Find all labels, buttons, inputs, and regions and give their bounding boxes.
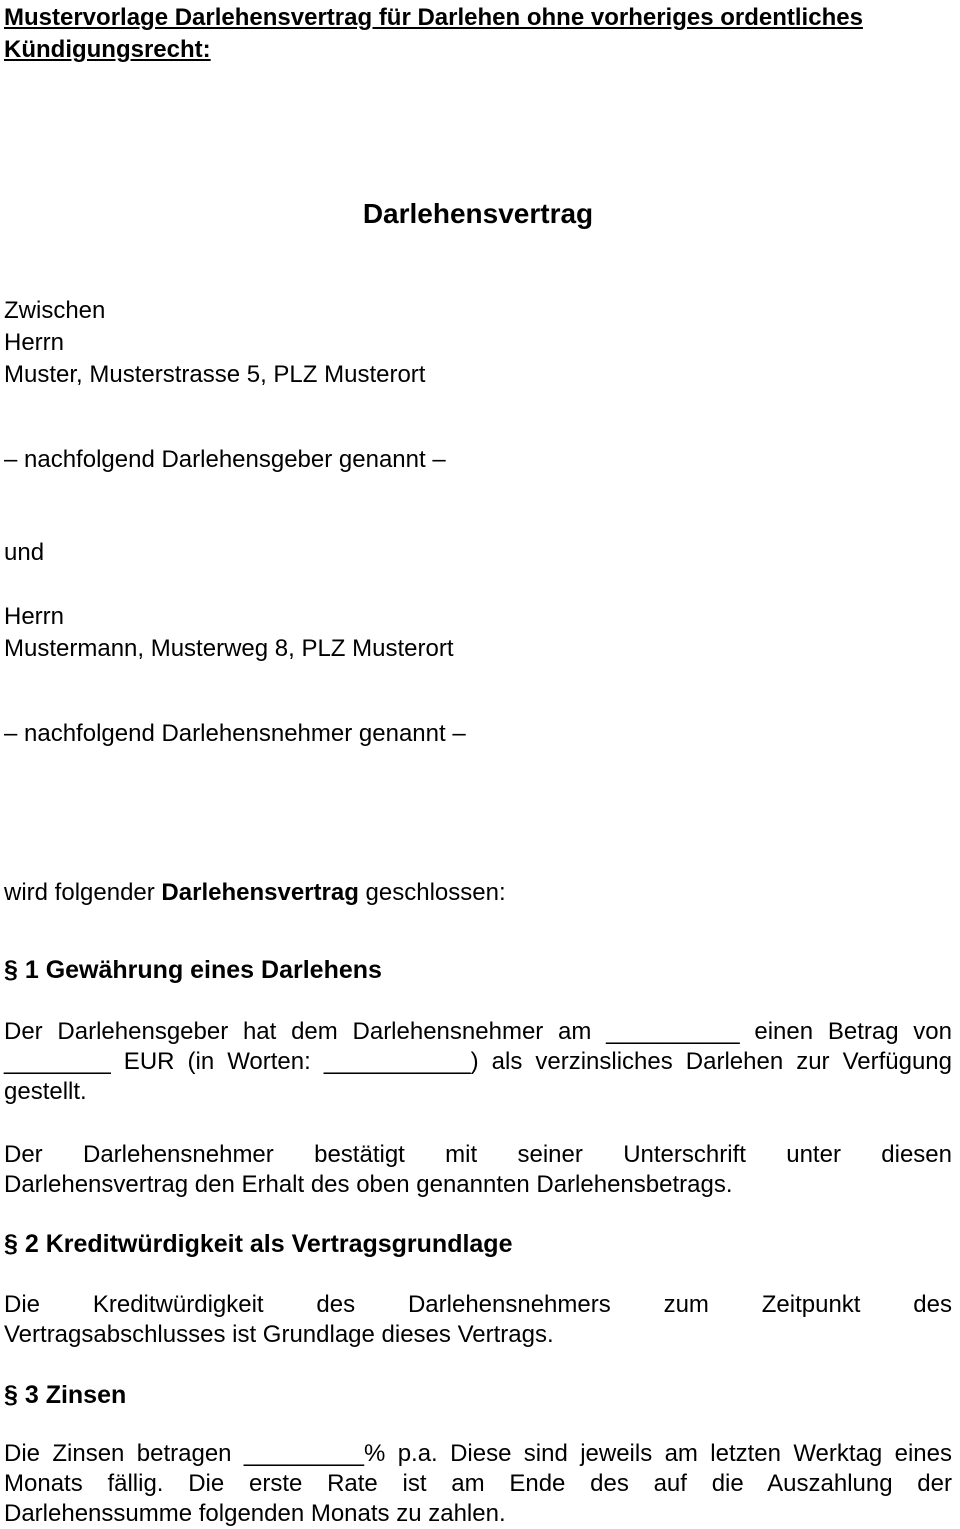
- conclusion-bold-text: Darlehensvertrag: [161, 879, 359, 906]
- conclusion-pre-text: wird folgender: [4, 879, 162, 906]
- borrower-salutation: Herrn: [4, 603, 65, 630]
- section-2-paragraph-1: [4, 1290, 952, 1350]
- paragraph-line: Die Kreditwürdigkeit des Darlehensnehmers zum Zeitpunkt des: [4, 1291, 952, 1318]
- borrower-party-block: [4, 601, 952, 665]
- document-title-line-1: Mustervorlage Darlehensvertrag für Darlehen ohne vorheriges ordentliches: [4, 4, 863, 31]
- lender-salutation: Herrn: [4, 329, 65, 356]
- lender-address: Muster, Musterstrasse 5, PLZ Musterort: [4, 361, 426, 388]
- borrower-address: Mustermann, Musterweg 8, PLZ Musterort: [4, 635, 454, 662]
- document-title-line-2: Kündigungsrecht:: [4, 36, 211, 63]
- section-1-paragraph-2: [4, 1140, 952, 1200]
- section-3-heading: § 3 Zinsen: [4, 1381, 127, 1409]
- paragraph-line: Darlehensvertrag den Erhalt des oben genannten Darlehensbetrags.: [4, 1171, 733, 1198]
- paragraph-line: Der Darlehensnehmer bestätigt mit seiner Unterschrift unter diesen: [4, 1141, 952, 1168]
- section-3-paragraph-1: [4, 1439, 952, 1529]
- parties-conjunction: und: [4, 539, 45, 566]
- conclusion-post-text: geschlossen:: [358, 879, 506, 906]
- paragraph-line: Darlehenssumme folgenden Monats zu zahlen.: [4, 1500, 506, 1527]
- paragraph-line: gestellt.: [4, 1078, 87, 1105]
- contract-heading: Darlehensvertrag: [362, 198, 594, 229]
- lender-designation: – nachfolgend Darlehensgeber genannt –: [4, 446, 446, 473]
- document-title: [4, 2, 952, 66]
- contract-conclusion-line: [4, 877, 952, 909]
- section-1-heading: § 1 Gewährung eines Darlehens: [4, 956, 382, 984]
- borrower-designation: – nachfolgend Darlehensnehmer genannt –: [4, 720, 466, 747]
- lender-party-block: [4, 295, 952, 391]
- paragraph-line: Die Zinsen betragen _________% p.a. Diese sind jeweils am letzten Werktag eines: [4, 1440, 952, 1467]
- paragraph-line: Monats fällig. Die erste Rate ist am Ende des auf die Auszahlung der: [4, 1470, 952, 1497]
- paragraph-line: Vertragsabschlusses ist Grundlage dieses Vertrags.: [4, 1321, 554, 1348]
- paragraph-line: Der Darlehensgeber hat dem Darlehensnehmer am __________ einen Betrag von: [4, 1018, 952, 1045]
- paragraph-line: ________ EUR (in Worten: ___________) als verzinsliches Darlehen zur Verfügung: [4, 1048, 952, 1075]
- section-2-heading: § 2 Kreditwürdigkeit als Vertragsgrundlage: [4, 1230, 513, 1258]
- section-1-paragraph-1: [4, 1017, 952, 1107]
- party-intro-word: Zwischen: [4, 297, 106, 324]
